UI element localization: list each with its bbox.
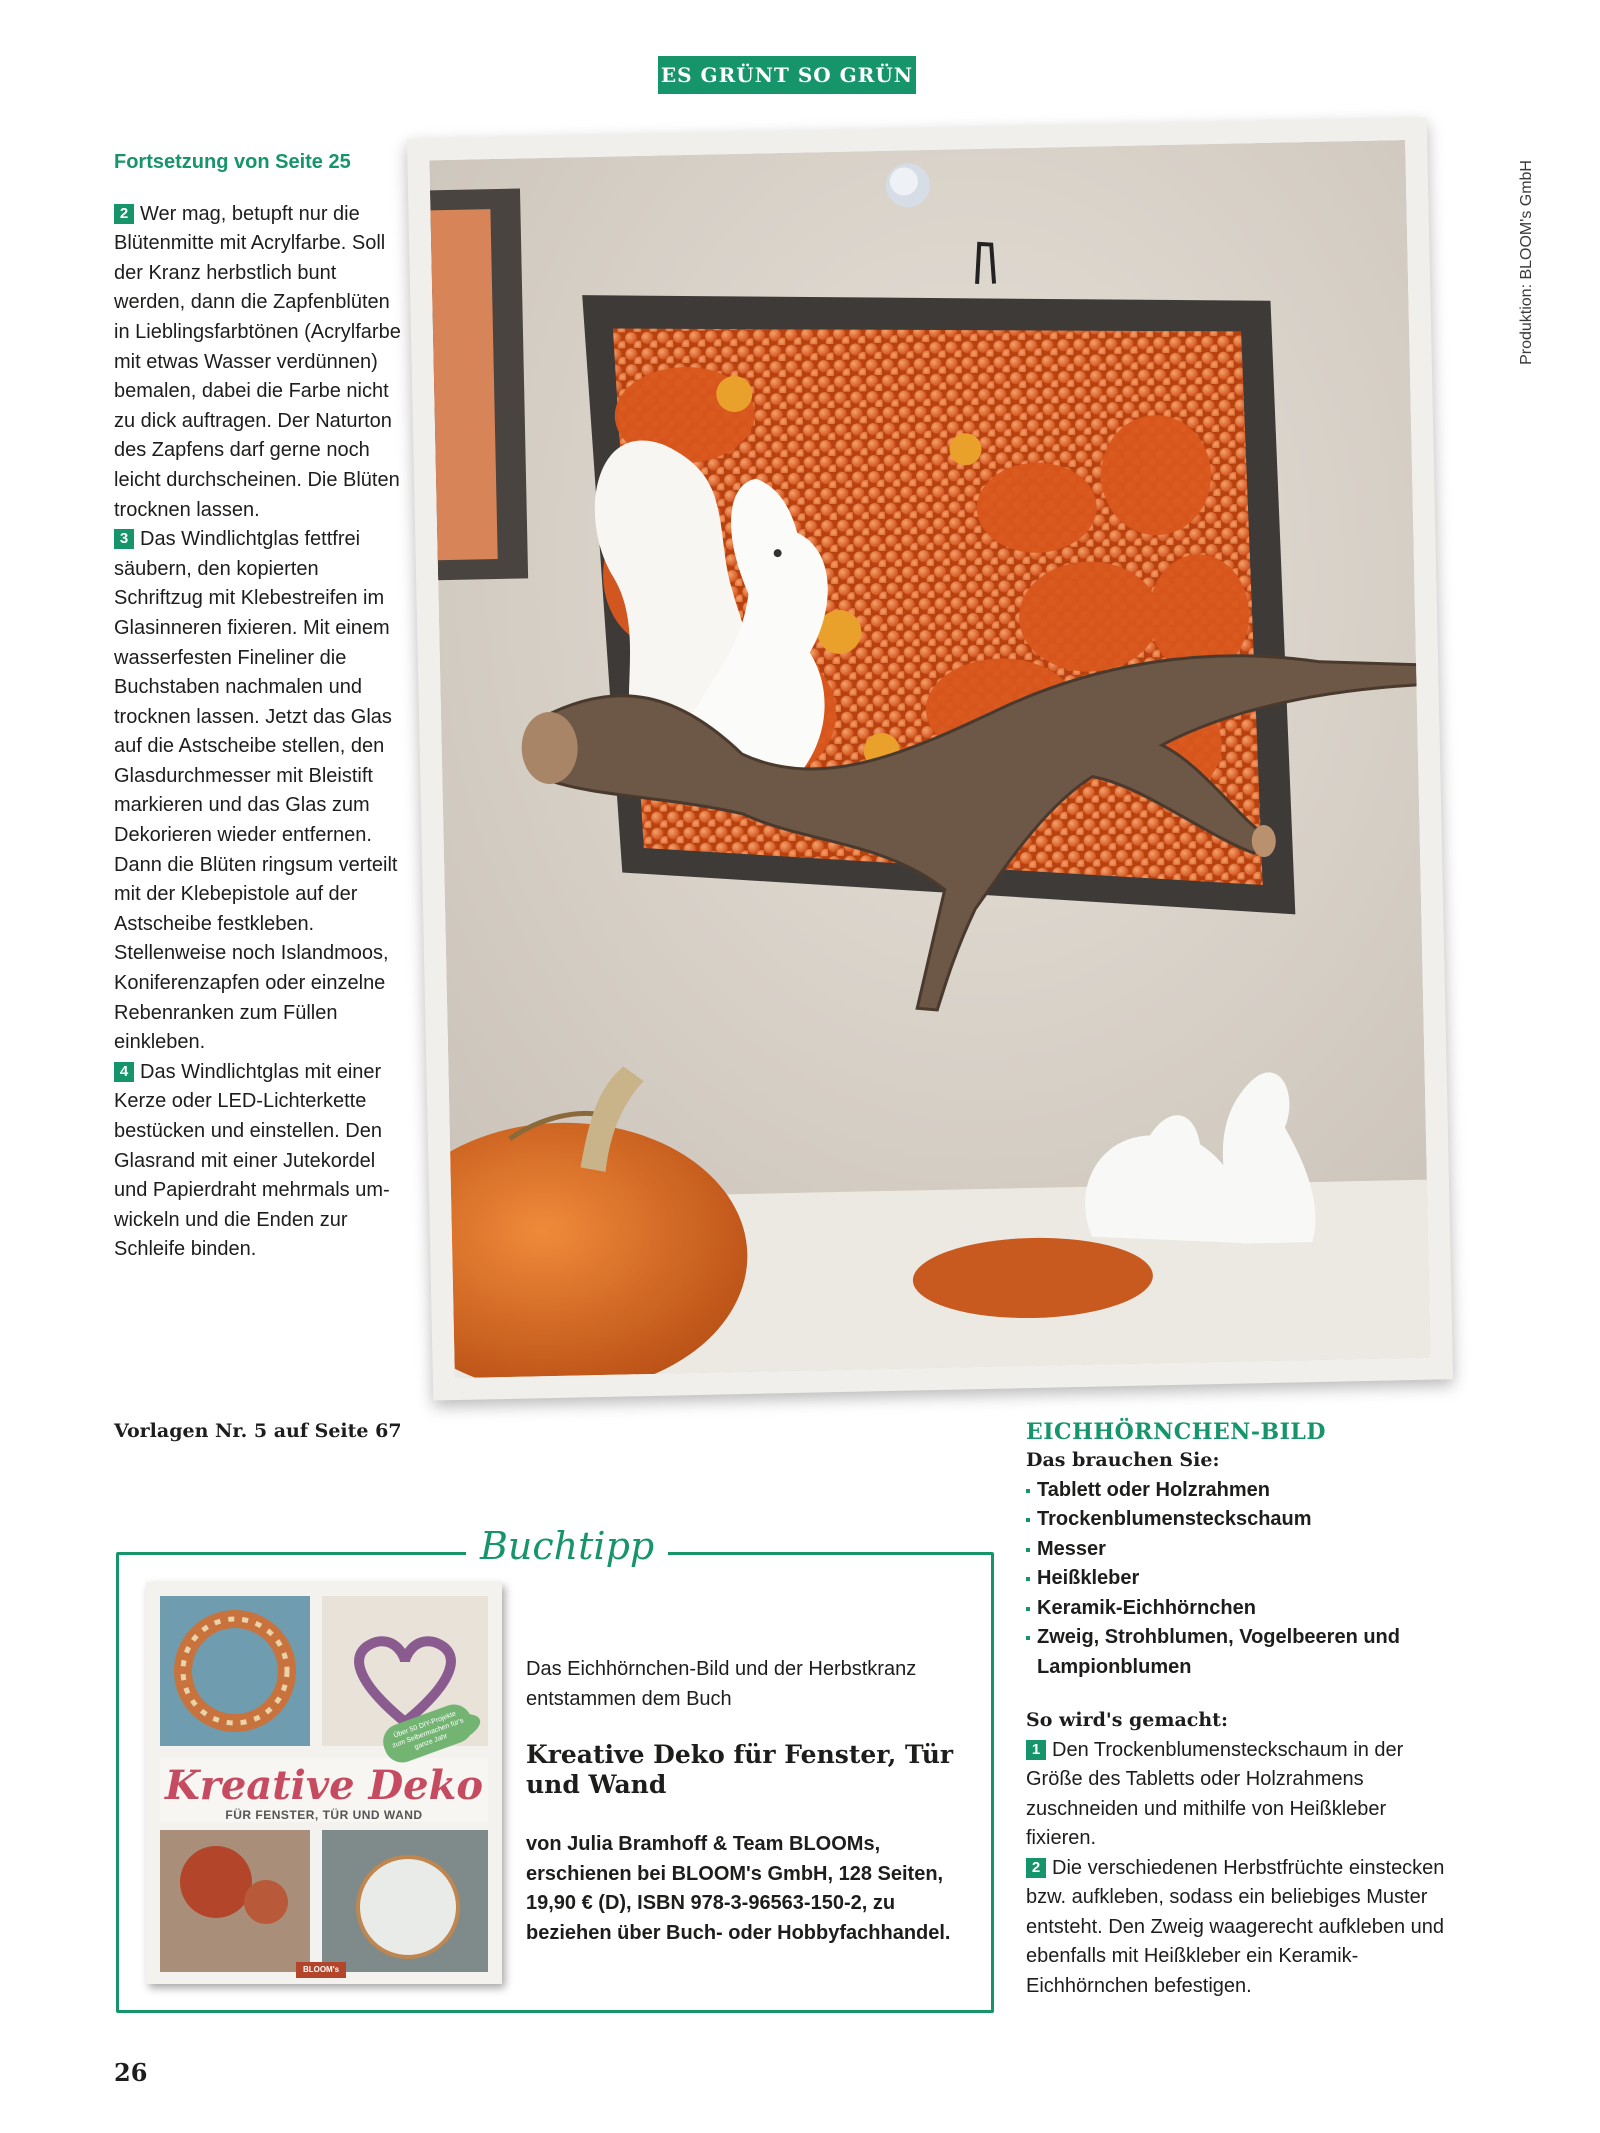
photo-frame: [407, 117, 1453, 1400]
step-paragraph: 4 Das Windlichtglas mit einer Kerze oder LED-Lichterkette bestücken und einstellen. Den Glasrand mit einer Jutekordel und Papierdraht mehrmals umwickeln und die Enden zur Schleife binden.: [114, 1060, 390, 1261]
buchtipp-title: Buchtipp: [466, 1524, 668, 1568]
step-paragraph: 2 Die verschiedenen Herbstfrüchte einstecken bzw. aufkleben, sodass ein beliebiges Muster entsteht. Den Zweig waagerecht aufkleben und ebenfalls mit Heißkleber ein Keramik-Eichhörnchen befestigen.: [1026, 1856, 1445, 1997]
list-item: Trockenblumensteckschaum: [1026, 1505, 1446, 1535]
step-number-badge: 2: [1026, 1858, 1046, 1878]
page-number: 26: [114, 2058, 148, 2087]
step-paragraph: 1 Den Trockenblumensteckschaum in der Größe des Tabletts oder Holzrahmens zuschneiden und mithilfe von Heißkleber fixieren.: [1026, 1738, 1404, 1849]
step-number-badge: 4: [114, 1062, 134, 1082]
squirrel-frame-photo: [429, 140, 1430, 1378]
book-title: Kreative Deko für Fenster, Tür und Wand: [526, 1740, 954, 1799]
section-tag: ES GRÜNT SO GRÜN: [658, 56, 916, 94]
list-item: Zweig, Strohblumen, Vogelbeeren und Lampionblumen: [1026, 1623, 1446, 1682]
list-item: Heißkleber: [1026, 1564, 1446, 1594]
materials-list: [1026, 1476, 1446, 1683]
buchtipp-text: [526, 1655, 966, 1948]
buchtipp-intro: Das Eichhörnchen-Bild und der Herbstkranz entstammen dem Buch: [526, 1658, 917, 1710]
cover-publisher: BLOOM's: [302, 1965, 340, 1974]
list-item: Keramik-Eichhörnchen: [1026, 1594, 1446, 1624]
right-column: [1026, 1418, 1446, 2001]
list-item: Tablett oder Holzrahmen: [1026, 1476, 1446, 1506]
template-reference: Vorlagen Nr. 5 auf Seite 67: [114, 1420, 402, 1442]
step-paragraph: 2 Wer mag, betupft nur die Blütenmitte mit Acrylfarbe. Soll der Kranz herbstlich bunt werden, dann die Zapfenblüten in Lieblingsfarbtönen (Acrylfarbe mit etwas Wasser verdünnen) bemalen, dabei die Farbe nicht zu dick auftragen. Der Naturton des Zapfens darf gerne noch leicht durchscheinen. Die Blüten trocknen lassen.: [114, 202, 401, 521]
production-credit: Produktion: BLOOM's GmbH: [1518, 160, 1535, 365]
photo-illustration: [429, 140, 1430, 1378]
cover-title: Kreative Deko: [164, 1762, 484, 1809]
materials-heading: Das brauchen Sie:: [1026, 1449, 1220, 1471]
book-info: von Julia Bramhoff & Team BLOOMs, erschienen bei BLOOM's GmbH, 128 Seiten, 19,90 € (D), ISBN 978-3-96563-150-2, zu beziehen über Buch- oder Hobbyfachhandel.: [526, 1833, 951, 1944]
step-number-badge: 3: [114, 529, 134, 549]
step-paragraph: 3 Das Windlichtglas fettfrei säubern, den kopierten Schriftzug mit Klebestreifen im Glasinneren fixieren. Mit einem wasserfesten Fineliner die Buchstaben nachmalen und trocknen lassen. Jetzt das Glas auf die Astscheibe stellen, den Glasdurchmesser mit Bleistift markieren und das Glas zum Dekorieren wieder entfernen. Dann die Blüten ringsum verteilt mit der Klebepistole auf der Astscheibe festkleben. Stellenweise noch Islandmoos, Koniferenzapfen oder einzelne Rebenranken zum Füllen einkleben.: [114, 528, 398, 1054]
howto-heading: So wird's gemacht:: [1026, 1709, 1228, 1731]
section-title: EICHHÖRNCHEN-BILD: [1026, 1419, 1326, 1445]
list-item: Messer: [1026, 1535, 1446, 1565]
continuation-note: Fortsetzung von Seite 25: [114, 151, 351, 173]
cover-badge: Über 50 DIY-Projekte zum Selbermachen für's ganze Jahr: [378, 1699, 478, 1767]
cover-subtitle: FÜR FENSTER, TÜR UND WAND: [225, 1808, 423, 1822]
left-column: [114, 148, 404, 1265]
book-cover: [146, 1582, 502, 1984]
step-number-badge: 2: [114, 204, 134, 224]
step-number-badge: 1: [1026, 1740, 1046, 1760]
